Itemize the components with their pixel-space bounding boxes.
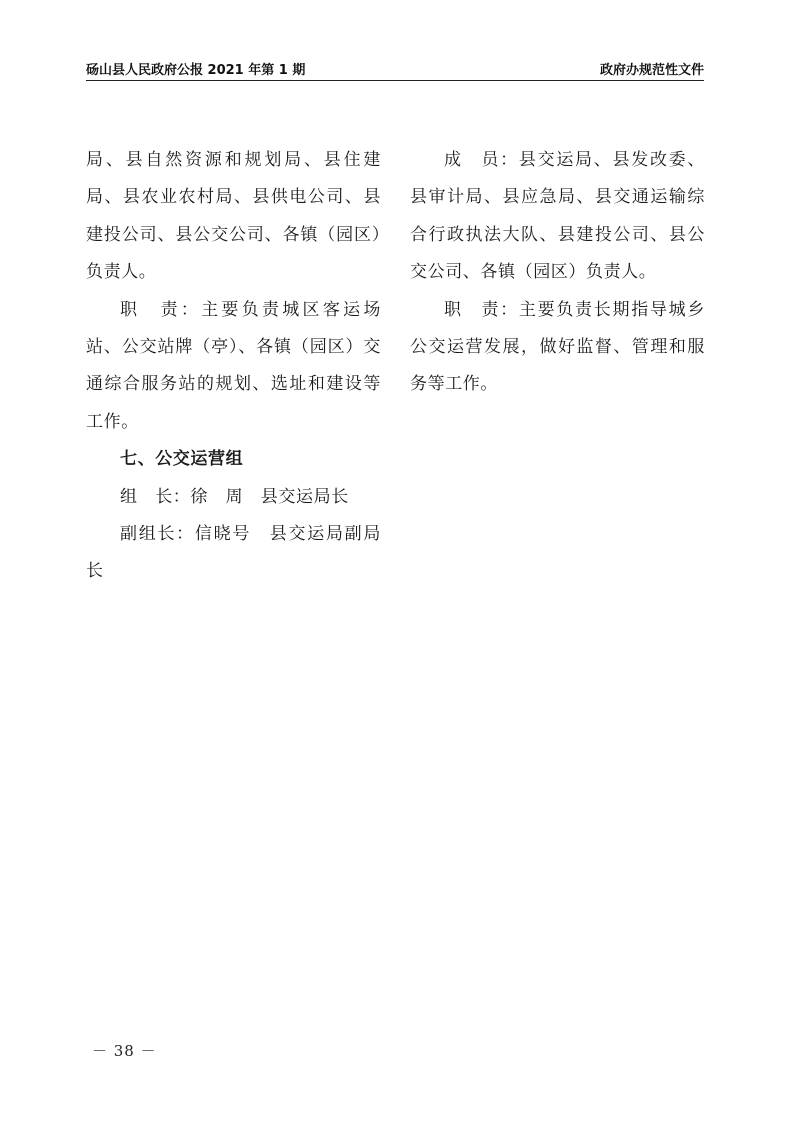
page-number: － 38 － bbox=[92, 1042, 157, 1060]
deputy-leader-line: 副组长：信晓号 县交运局副局长 bbox=[86, 524, 381, 582]
page-header bbox=[86, 56, 704, 78]
section-heading: 七、公交运营组 bbox=[120, 449, 244, 470]
document-category: 政府办规范性文件 bbox=[599, 63, 704, 78]
header-divider bbox=[86, 80, 704, 81]
right-column bbox=[410, 142, 705, 404]
members-paragraph: 成 员：县交运局、县发改委、县审计局、县应急局、县交通运输综合行政执法大队、县建投公司、县公交公司、各镇（园区）负责人。 bbox=[410, 150, 705, 283]
duties-paragraph: 职 责：主要负责长期指导城乡公交运营发展，做好监督、管理和服务等工作。 bbox=[410, 299, 705, 395]
duties-paragraph: 职 责：主要负责城区客运场站、公交站牌（亭）、各镇（园区）交通综合服务站的规划、选址和建设等工作。 bbox=[86, 299, 381, 432]
left-column bbox=[86, 142, 381, 591]
leader-line: 组 长：徐 周 县交运局长 bbox=[120, 486, 349, 507]
gazette-title: 砀山县人民政府公报 2021 年第 1 期 bbox=[86, 63, 306, 78]
members-continued-paragraph: 局、县自然资源和规划局、县住建局、县农业农村局、县供电公司、县建投公司、县公交公司、各镇（园区）负责人。 bbox=[86, 150, 381, 283]
